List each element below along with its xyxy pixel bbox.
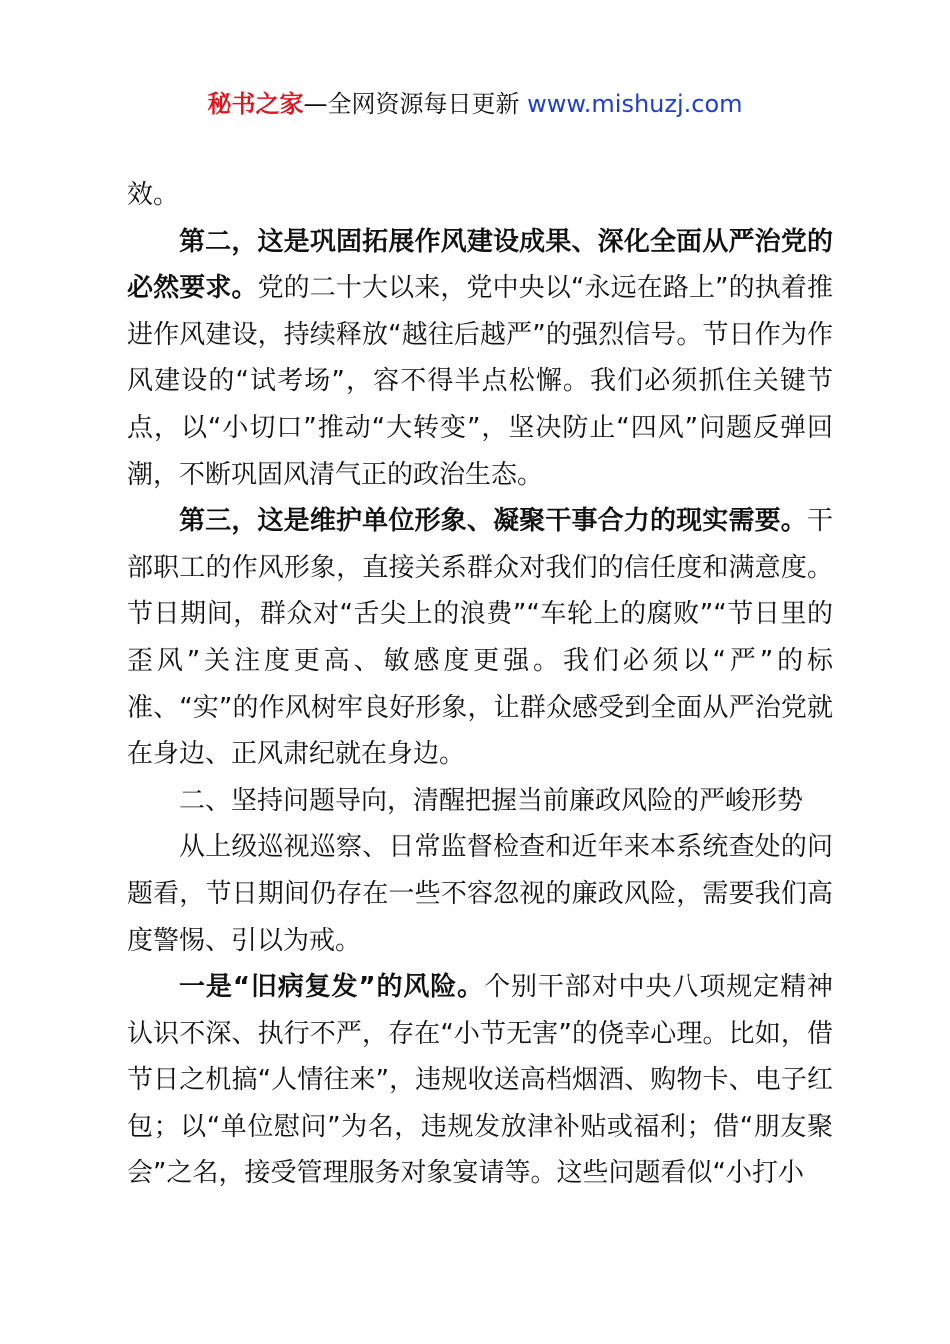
paragraph-text: 干部职工的作风形象，直接关系群众对我们的信任度和满意度。节日期间，群众对“舌尖上的浪费”“车轮上的腐败”“节日里的歪风”关注度更高、敏感度更强。我们必须以“严”的标准、“实”的作风树牢良好形象，让群众感受到全面从严治党就在身边、正风肃纪就在身边。 <box>127 506 833 770</box>
paragraph-text: 个别干部对中央八项规定精神认识不深、执行不严，存在“小节无害”的侥幸心理。比如，借节日之机搞“人情往来”，违规收送高档烟酒、购物卡、电子红包；以“单位慰问”为名，违规发放津补贴或福利；借“朋友聚会”之名，接受管理服务对象宴请等。这些问题看似“小打小 <box>127 972 833 1189</box>
paragraph-risk-one <box>127 964 833 1197</box>
site-url-link[interactable]: www.mishuzj.com <box>527 90 743 118</box>
paragraph-text: 党的二十大以来，党中央以“永远在路上”的执着推进作风建设，持续释放“越往后越严”的强烈信号。节日作为作风建设的“试考场”，容不得半点松懈。我们必须抓住关键节点，以“小切口”推动“大转变”，坚决防止“四风”问题反弹回潮，不断巩固风清气正的政治生态。 <box>127 273 833 490</box>
section-heading-text: 二、坚持问题导向，清醒把握当前廉政风险的严峻形势 <box>179 785 804 816</box>
document-body <box>127 172 833 1197</box>
paragraph-second <box>127 219 833 499</box>
paragraph-third <box>127 498 833 778</box>
section-heading <box>127 778 833 825</box>
paragraph-continuation <box>127 172 833 219</box>
paragraph-lead: 第二，这是巩固拓展作风建设成果、深化全面从严治党的必然要求。 <box>127 226 833 304</box>
paragraph-text: 效。 <box>127 180 180 210</box>
paragraph-lead: 一是“旧病复发”的风险。 <box>179 972 485 1003</box>
paragraph-lead: 第三，这是维护单位形象、凝聚干事合力的现实需要。 <box>179 506 807 537</box>
page-header <box>0 86 950 122</box>
site-tagline: —全网资源每日更新 <box>303 90 528 118</box>
paragraph-text: 从上级巡视巡察、日常监督检查和近年来本系统查处的问题看，节日期间仍存在一些不容忽视的廉政风险，需要我们高度警惕、引以为戒。 <box>127 832 833 956</box>
site-brand: 秘书之家 <box>207 90 304 118</box>
paragraph-intro <box>127 824 833 964</box>
